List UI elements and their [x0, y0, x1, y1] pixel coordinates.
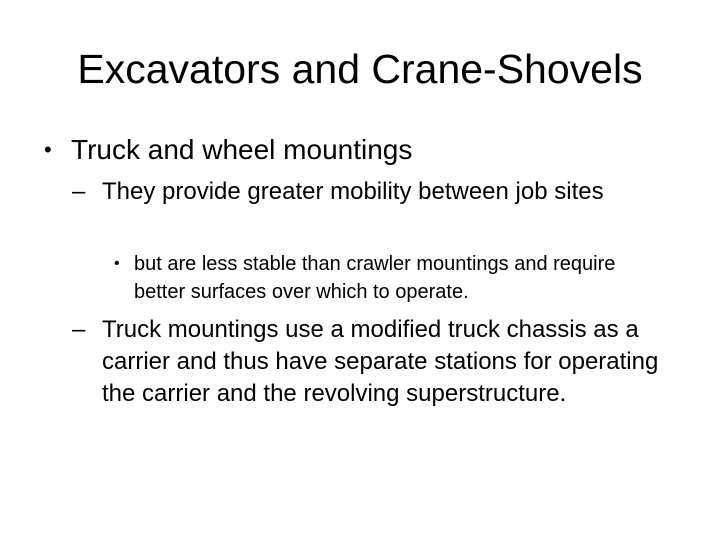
sub-point-text: Truck mountings use a modified truck chassis as a carrier and thus have separate stations for operating the carrier and the revolving superstructure.: [102, 316, 659, 407]
dash-icon: –: [72, 178, 86, 205]
bullet-icon: •: [44, 137, 52, 162]
bullet-icon: •: [114, 255, 120, 272]
sub-sub-point-text: but are less stable than crawler mountings and require better surfaces over which to operate.: [134, 253, 616, 303]
dash-icon: –: [72, 316, 86, 343]
bullet-point-text: Truck and wheel mountings: [71, 134, 413, 165]
slide-title: Excavators and Crane-Shovels: [77, 46, 643, 92]
sub-point-text: They provide greater mobility between job sites: [102, 178, 604, 205]
